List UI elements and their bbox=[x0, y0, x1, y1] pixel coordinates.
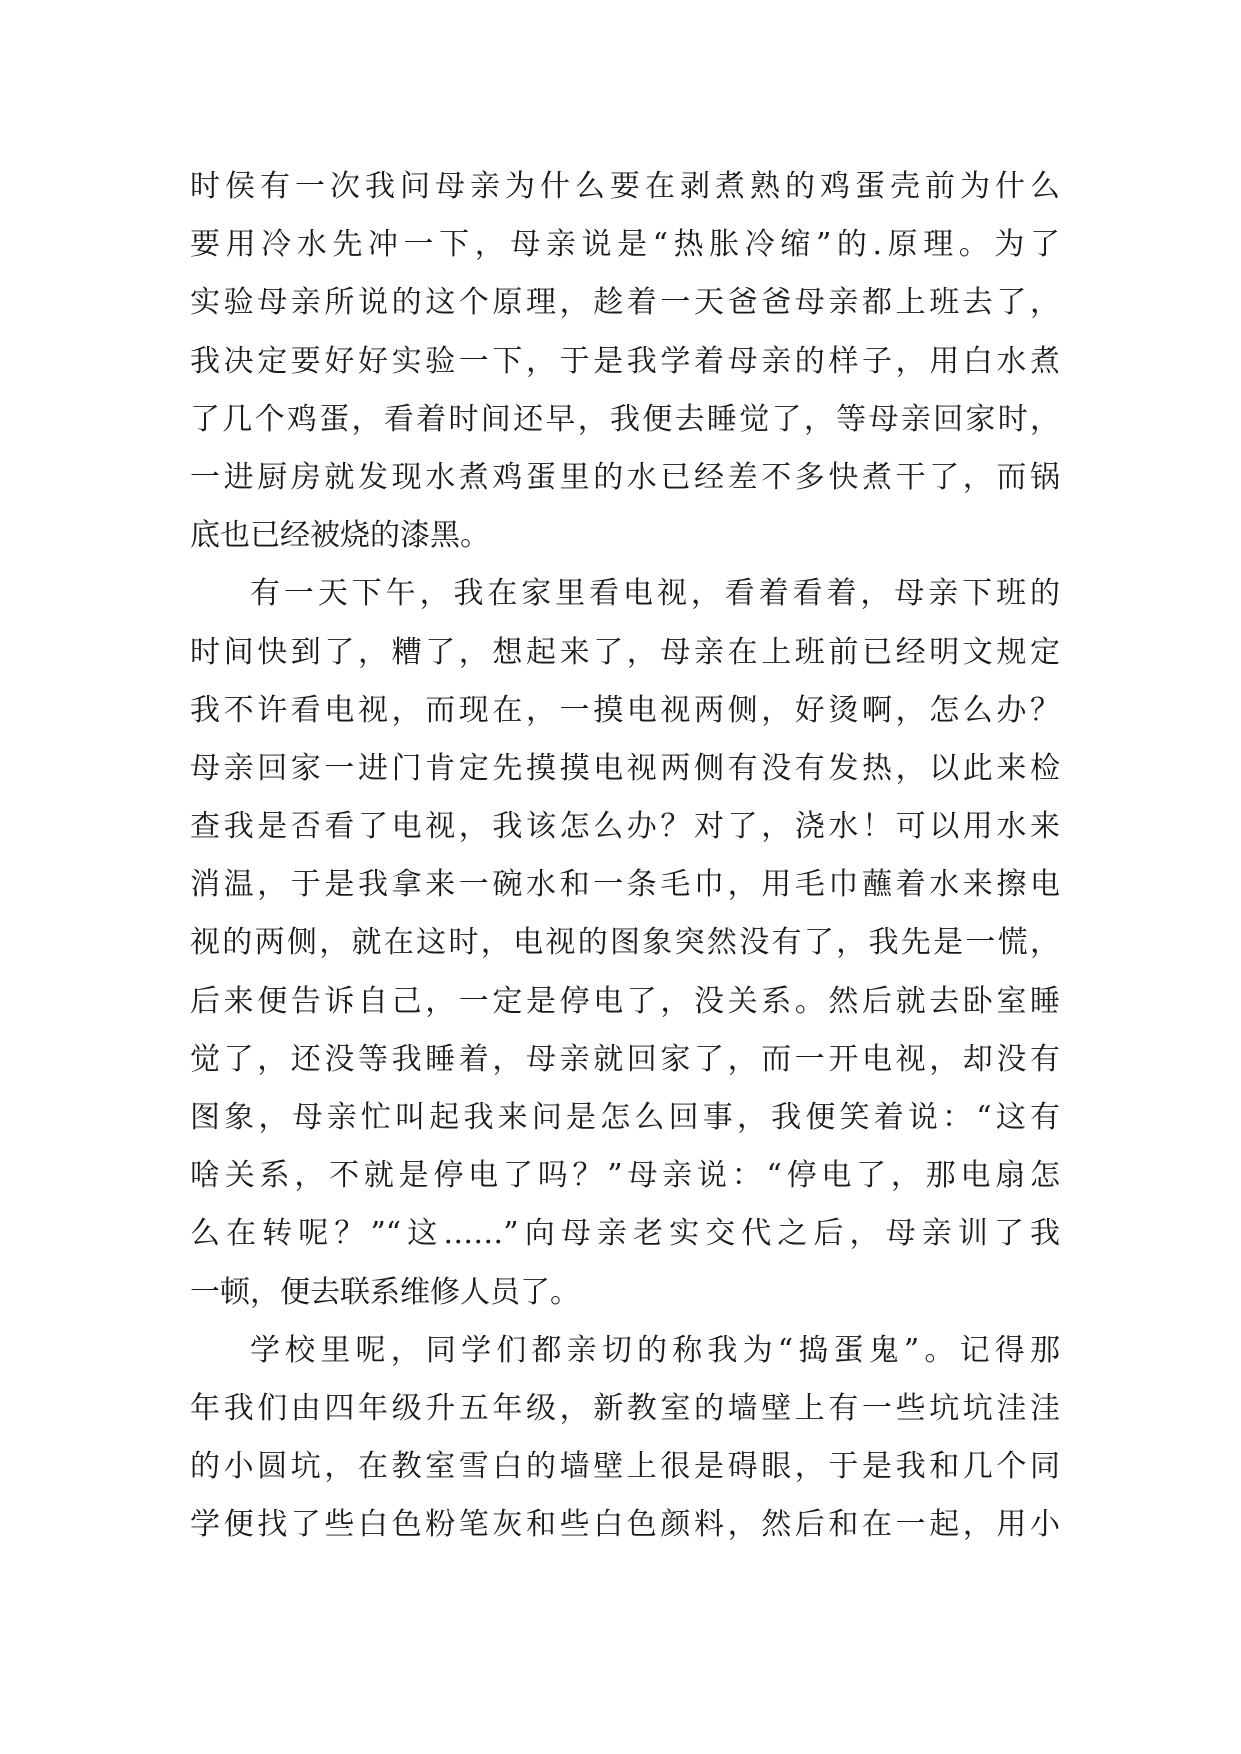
text-line: 视的两侧，就在这时，电视的图象突然没有了，我先是一慌， bbox=[190, 925, 1060, 961]
body-text bbox=[190, 158, 1060, 1555]
text-line: 图象，母亲忙叫起我来问是怎么回事，我便笑着说：“这有 bbox=[190, 1100, 1060, 1135]
text-line: 我不许看电视，而现在，一摸电视两侧，好烫啊，怎么办？ bbox=[190, 692, 1060, 728]
text-line: 觉了，还没等我睡着，母亲就回家了，而一开电视，却没有 bbox=[190, 1041, 1060, 1077]
text-line: 实验母亲所说的这个原理，趁着一天爸爸母亲都上班去了， bbox=[190, 285, 1060, 321]
text-line: 有一天下午，我在家里看电视，看着看着，母亲下班的 bbox=[250, 576, 1060, 612]
text-line: 母亲回家一进门肯定先摸摸电视两侧有没有发热，以此来检 bbox=[190, 750, 1060, 786]
text-line: 查我是否看了电视，我该怎么办？对了，浇水！可以用水来 bbox=[190, 809, 1060, 845]
text-line: 年我们由四年级升五年级，新教室的墙壁上有一些坑坑洼洼 bbox=[190, 1390, 1060, 1426]
text-line: 后来便告诉自己，一定是停电了，没关系。然后就去卧室睡 bbox=[190, 983, 1060, 1019]
text-line: 学校里呢，同学们都亲切的称我为“捣蛋鬼”。记得那 bbox=[250, 1332, 1060, 1368]
text-line: 啥关系，不就是停电了吗？”母亲说：“停电了，那电扇怎 bbox=[190, 1158, 1060, 1194]
paragraph-1 bbox=[190, 158, 1060, 565]
text-line: 么在转呢？”“这……”向母亲老实交代之后，母亲训了我 bbox=[190, 1216, 1060, 1252]
text-line: 一顿，便去联系维修人员了。 bbox=[190, 1274, 580, 1310]
text-line: 底也已经被烧的漆黑。 bbox=[190, 518, 490, 554]
paragraph-3 bbox=[190, 1322, 1060, 1555]
text-line: 时间快到了，糟了，想起来了，母亲在上班前已经明文规定 bbox=[190, 634, 1060, 670]
text-line: 学便找了些白色粉笔灰和些白色颜料，然后和在一起，用小 bbox=[190, 1507, 1060, 1543]
text-line: 要用冷水先冲一下，母亲说是“热胀冷缩”的.原理。为了 bbox=[190, 227, 1060, 263]
text-line: 时侯有一次我问母亲为什么要在剥煮熟的鸡蛋壳前为什么 bbox=[190, 169, 1060, 204]
text-line: 了几个鸡蛋，看着时间还早，我便去睡觉了，等母亲回家时， bbox=[190, 401, 1060, 437]
text-line: 的小圆坑，在教室雪白的墙壁上很是碍眼，于是我和几个同 bbox=[190, 1449, 1060, 1485]
text-line: 消温，于是我拿来一碗水和一条毛巾，用毛巾蘸着水来擦电 bbox=[190, 867, 1060, 903]
text-line: 我决定要好好实验一下，于是我学着母亲的样子，用白水煮 bbox=[190, 343, 1060, 379]
text-line: 一进厨房就发现水煮鸡蛋里的水已经差不多快煮干了，而锅 bbox=[190, 459, 1060, 495]
paragraph-2 bbox=[190, 565, 1060, 1321]
